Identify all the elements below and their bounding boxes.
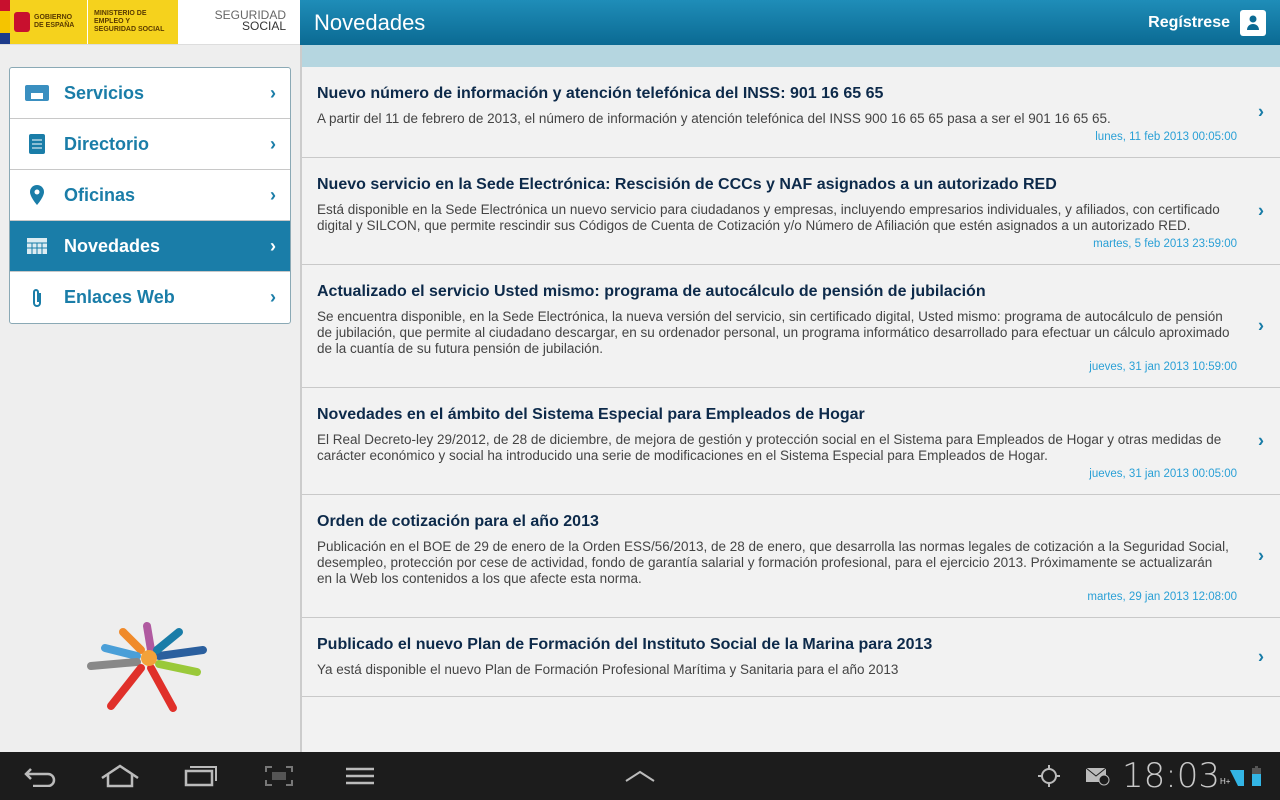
chevron-right-icon: › <box>270 184 276 205</box>
email-icon <box>1084 752 1112 800</box>
services-icon <box>24 85 50 101</box>
sub-header <box>300 45 1280 67</box>
clock: 18:03 <box>1122 756 1220 796</box>
news-date: jueves, 31 jan 2013 10:59:00 <box>1089 361 1237 373</box>
news-date: lunes, 11 feb 2013 00:05:00 <box>1095 131 1237 143</box>
news-item[interactable] <box>302 388 1280 495</box>
news-title: Orden de cotización para el año 2013 <box>317 513 599 530</box>
chevron-right-icon: › <box>270 235 276 256</box>
news-title: Actualizado el servicio Usted mismo: programa de autocálculo de pensión de jubilación <box>317 283 986 300</box>
news-body: Se encuentra disponible, en la Sede Electrónica, la nueva versión del servicio, sin certificado digital, Usted mismo: programa de autocálculo de pensión de jubilación, que permite al ciudadano descargar, en su ordenador personal, un programa informático desarrollado para efectuar un cálculo aproximado de la cuantía de su futura pensión de jubilación. <box>317 309 1230 356</box>
menu-icon[interactable] <box>344 752 376 800</box>
chevron-right-icon: › <box>270 287 276 307</box>
sidebar-item-label: Oficinas <box>64 184 136 205</box>
logo-bar <box>0 0 300 45</box>
screenshot-icon[interactable] <box>262 752 296 800</box>
news-item[interactable] <box>302 67 1280 158</box>
sidebar-item-novedades[interactable] <box>10 221 290 272</box>
ministerio-text: MINISTERIO DE EMPLEO Y SEGURIDAD SOCIAL <box>94 10 165 33</box>
news-date: martes, 5 feb 2013 23:59:00 <box>1093 238 1237 250</box>
coat-of-arms-icon <box>14 12 30 32</box>
news-date: martes, 29 jan 2013 12:08:00 <box>1087 591 1237 603</box>
gobierno-text: GOBIERNO DE ESPAÑA <box>34 14 75 29</box>
network-type: H+ <box>1220 777 1231 786</box>
news-list[interactable] <box>302 67 1280 752</box>
app-logo <box>85 620 210 720</box>
news-title: Novedades en el ámbito del Sistema Especial para Empleados de Hogar <box>317 406 865 423</box>
chevron-right-icon: › <box>270 133 276 154</box>
chevron-right-icon: › <box>1258 430 1264 451</box>
chevron-right-icon: › <box>1258 101 1264 122</box>
flag-stripe <box>0 0 10 44</box>
chevron-up-icon[interactable] <box>622 752 658 800</box>
chevron-right-icon: › <box>1258 315 1264 336</box>
sidebar-item-label: Novedades <box>64 235 161 256</box>
battery-icon <box>1250 752 1262 800</box>
seguridad-social-logo <box>178 0 300 44</box>
chevron-right-icon: › <box>1258 646 1264 667</box>
recent-apps-icon[interactable] <box>182 752 220 800</box>
location-pin-icon <box>24 185 50 205</box>
calendar-icon <box>24 238 50 254</box>
news-title: Publicado el nuevo Plan de Formación del Instituto Social de la Marina para 2013 <box>317 636 933 653</box>
news-body: Publicación en el BOE de 29 de enero de la Orden ESS/56/2013, de 28 de enero, que desarrolla las normas legales de cotización a la Seguridad Social, desempleo, protección por cese de actividad, fondo de garantía salarial y formación profesional, para el ejercicio 2013. Próximamente se actualizarán en la Web los contenidos a los que afecte esta norma. <box>317 539 1229 586</box>
system-bar <box>0 752 1280 800</box>
sidebar-item-label: Enlaces Web <box>64 287 175 307</box>
news-item[interactable] <box>302 495 1280 618</box>
chevron-right-icon: › <box>270 82 276 103</box>
chevron-right-icon: › <box>1258 200 1264 221</box>
gps-icon <box>1037 752 1061 800</box>
seguridad-text: SEGURIDAD <box>214 8 286 22</box>
sidebar-item-servicios[interactable] <box>10 68 290 119</box>
news-body: El Real Decreto-ley 29/2012, de 28 de diciembre, de mejora de gestión y protección social en el Sistema para Empleados de Hogar y otras medidas de carácter económico y social ha introducido una serie de modificaciones en el Sistema Especial para Empleados de Hogar. <box>317 432 1222 463</box>
back-icon[interactable] <box>20 752 60 800</box>
sidebar-item-label: Servicios <box>64 82 145 103</box>
news-body: Ya está disponible el nuevo Plan de Formación Profesional Marítima y Sanitaria para el año 2013 <box>317 662 899 677</box>
register-button[interactable] <box>1148 10 1266 36</box>
sidebar-menu <box>9 67 291 324</box>
chevron-right-icon: › <box>1258 545 1264 566</box>
register-label: Regístrese <box>1148 13 1230 31</box>
government-logo <box>10 0 178 44</box>
news-title: Nuevo servicio en la Sede Electrónica: Rescisión de CCCs y NAF asignados a un autorizado RED <box>317 176 1057 193</box>
directory-icon <box>24 134 50 154</box>
signal-icon <box>1220 752 1244 800</box>
news-body: Está disponible en la Sede Electrónica un nuevo servicio para ciudadanos y empresas, incluyendo empresarios individuales, y afiliados, con certificado digital y SILCON, que permite rescindir sus Códigos de Cuenta de Cotización y/o Número de Afiliación que estén asignados a un autorizado RED. <box>317 202 1220 233</box>
paperclip-icon <box>24 288 50 308</box>
page-title: Novedades <box>314 9 426 35</box>
news-title: Nuevo número de información y atención telefónica del INSS: 901 16 65 65 <box>317 85 884 102</box>
social-text: SOCIAL <box>241 19 286 33</box>
sidebar-item-directorio[interactable] <box>10 119 290 170</box>
news-item[interactable] <box>302 618 1280 697</box>
news-body: A partir del 11 de febrero de 2013, el número de información y atención telefónica del INSS 900 16 65 65 pasa a ser el 901 16 65 65. <box>317 111 1111 126</box>
news-item[interactable] <box>302 265 1280 388</box>
news-item[interactable] <box>302 158 1280 265</box>
user-icon <box>1240 10 1266 36</box>
sidebar-item-label: Directorio <box>64 133 150 154</box>
header-bar <box>300 0 1280 45</box>
sidebar-item-enlaces-web[interactable] <box>10 272 290 323</box>
news-date <box>317 682 1237 696</box>
news-date: jueves, 31 jan 2013 00:05:00 <box>1089 468 1237 480</box>
sidebar-item-oficinas[interactable] <box>10 170 290 221</box>
home-icon[interactable] <box>98 752 142 800</box>
